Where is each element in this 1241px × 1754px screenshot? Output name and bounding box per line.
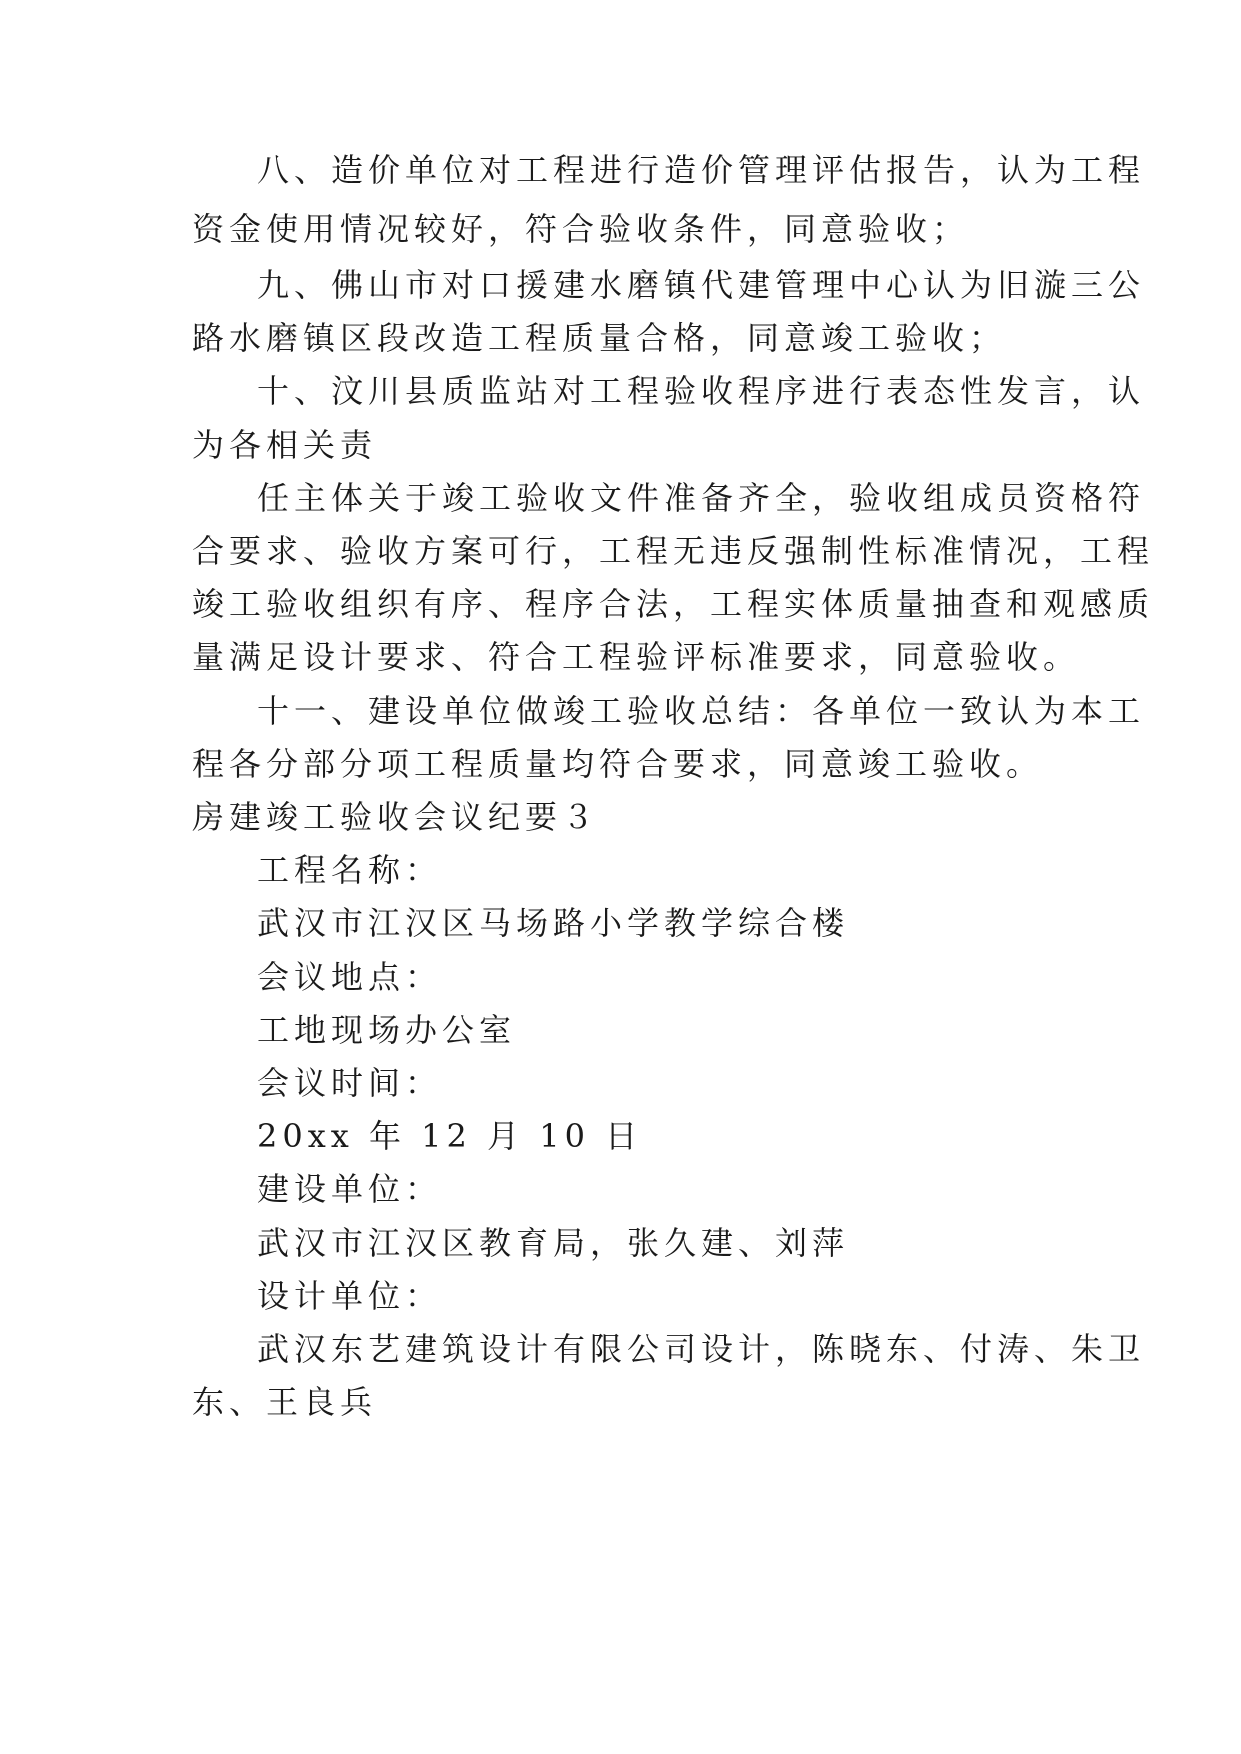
field-value-meeting-time: 20xx 年 12 月 10 日 — [257, 1117, 643, 1155]
field-value-project-name: 武汉市江汉区马场路小学教学综合楼 — [257, 904, 850, 942]
field-value-construction-unit: 武汉市江汉区教育局，张久建、刘萍 — [257, 1224, 850, 1262]
field-label-meeting-time: 会议时间： — [257, 1064, 443, 1102]
field-label-project-name: 工程名称： — [257, 851, 443, 889]
paragraph-line: 十一、建设单位做竣工验收总结：各单位一致认为本工 — [257, 692, 1146, 730]
paragraph-line: 资金使用情况较好，符合验收条件，同意验收； — [192, 210, 970, 248]
paragraph-line: 任主体关于竣工验收文件准备齐全，验收组成员资格符 — [257, 479, 1146, 517]
paragraph-line: 十、汶川县质监站对工程验收程序进行表态性发言，认 — [257, 372, 1146, 410]
field-value-design-unit-cont: 东、王良兵 — [192, 1383, 378, 1421]
paragraph-line: 程各分部分项工程质量均符合要求，同意竣工验收。 — [192, 745, 1044, 783]
paragraph-line: 为各相关责 — [192, 426, 378, 464]
paragraph-line: 合要求、验收方案可行，工程无违反强制性标准情况，工程 — [192, 532, 1155, 570]
paragraph-line: 竣工验收组织有序、程序合法，工程实体质量抽查和观感质 — [192, 585, 1155, 623]
paragraph-line: 八、造价单位对工程进行造价管理评估报告，认为工程 — [257, 151, 1146, 189]
paragraph-line: 九、佛山市对口援建水磨镇代建管理中心认为旧漩三公 — [257, 266, 1146, 304]
field-label-meeting-location: 会议地点： — [257, 958, 443, 996]
field-label-construction-unit: 建设单位： — [257, 1170, 443, 1208]
field-label-design-unit: 设计单位： — [257, 1277, 443, 1315]
section-heading: 房建竣工验收会议纪要３ — [192, 798, 600, 836]
paragraph-line: 路水磨镇区段改造工程质量合格，同意竣工验收； — [192, 319, 1007, 357]
paragraph-line: 量满足设计要求、符合工程验评标准要求，同意验收。 — [192, 638, 1081, 676]
field-value-design-unit: 武汉东艺建筑设计有限公司设计，陈晓东、付涛、朱卫 — [257, 1330, 1146, 1368]
field-value-meeting-location: 工地现场办公室 — [257, 1011, 517, 1049]
